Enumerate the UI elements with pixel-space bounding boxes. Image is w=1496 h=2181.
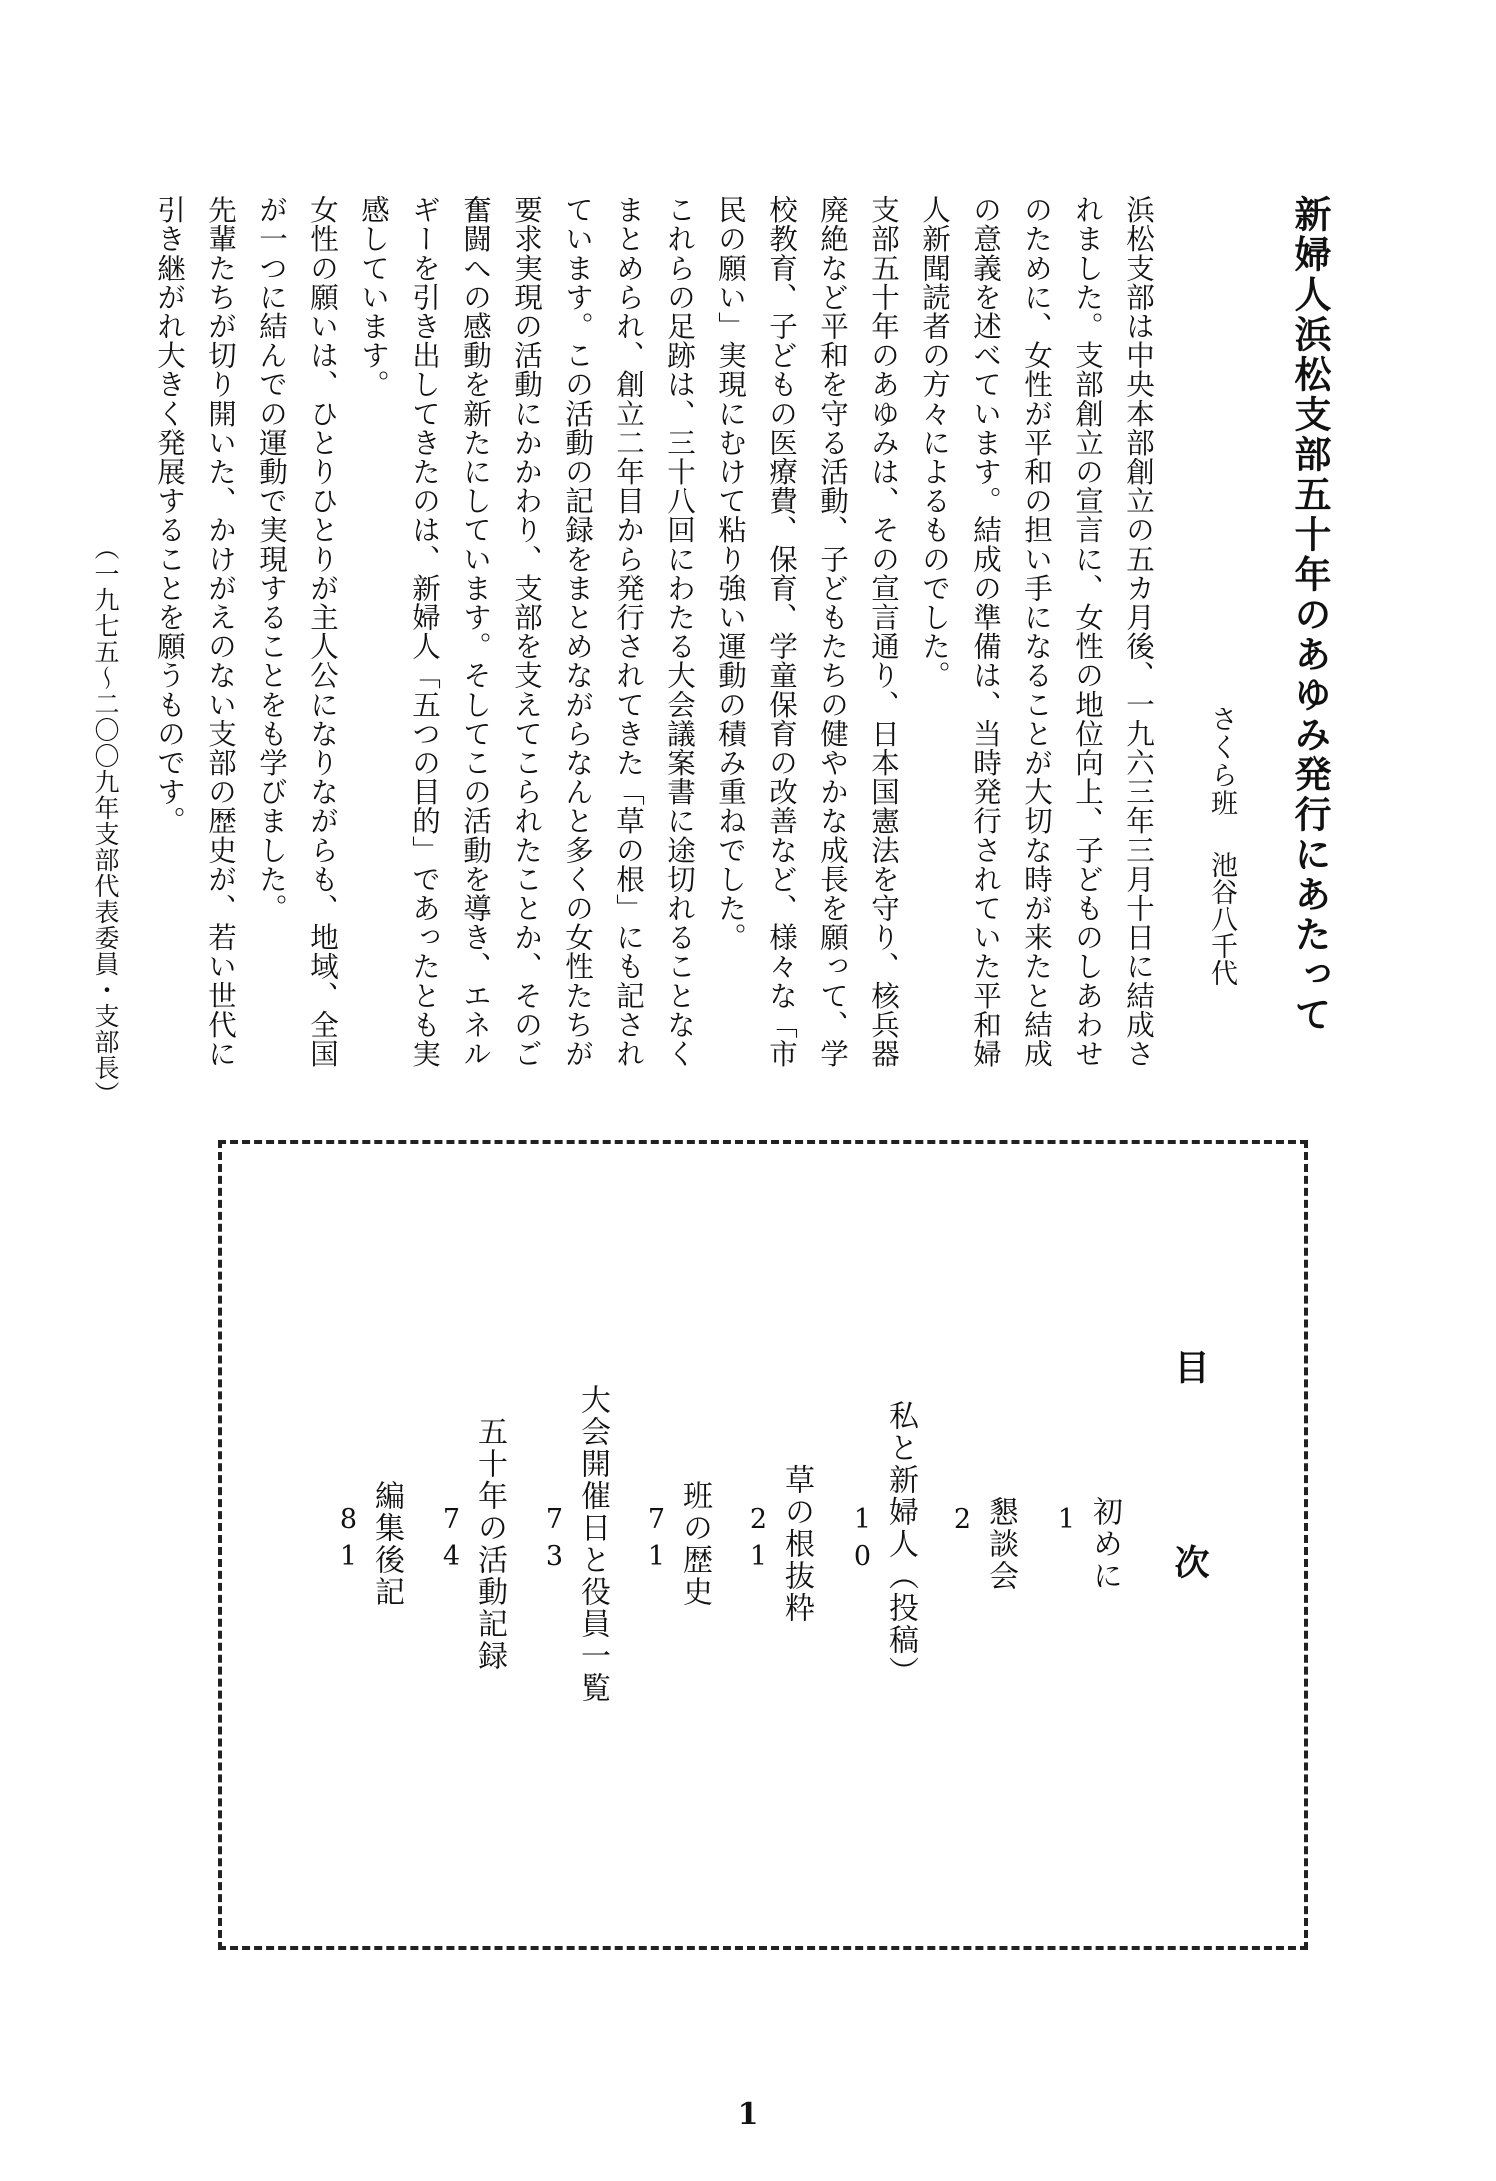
article-paragraph: 支部五十年のあゆみは、その宣言通り、日本国憲法を守り、核兵器廃絶など平和を守る活動、子どもたちの健やかな成長を願って、学校教育、子どもの医療費、保育、学童保育の改善など、様々な「市民の願い」実現にむけて粘り強い運動の積み重ねでした。 bbox=[714, 195, 900, 1068]
article-author bbox=[1208, 195, 1235, 1095]
author-name: 池谷八千代 bbox=[1206, 851, 1237, 986]
article-title: 新婦人浜松支部五十年のあゆみ発行にあたって bbox=[1288, 195, 1332, 1035]
toc-entry[interactable] bbox=[436, 1219, 511, 1869]
toc-entry[interactable] bbox=[947, 1219, 1022, 1869]
article-signoff: （一九七五～二〇〇九年支部代表委員・支部長） bbox=[91, 535, 120, 1107]
toc-entry-page: 1 bbox=[1051, 1504, 1082, 1541]
article-paragraph: 先輩たちが切り開いた、かけがえのない支部の歴史が、若い世代に引き継がれ大きく発展することを願うものです。 bbox=[153, 195, 237, 1068]
toc-entry[interactable] bbox=[743, 1219, 818, 1869]
table-of-contents bbox=[218, 1140, 1308, 1950]
toc-entry-label: 懇談会 bbox=[983, 1496, 1018, 1592]
toc-entry-label: 五十年の活動記録 bbox=[472, 1416, 507, 1672]
toc-entry[interactable] bbox=[333, 1219, 408, 1869]
toc-title: 目次 bbox=[1169, 1349, 1210, 1739]
toc-entry-label: 編集後記 bbox=[369, 1480, 404, 1608]
article-body bbox=[144, 195, 1164, 1095]
article bbox=[91, 195, 1332, 1107]
toc-entry-label: 草の根抜粋 bbox=[779, 1464, 814, 1624]
article-paragraph: これらの足跡は、三十八回にわたる大会議案書に途切れることなくまとめられ、創立二年目から発行されてきた「草の根」にも記されています。この活動の記録をまとめながらなんと多くの女性たちが要求実現の活動にかかわり、支部を支えてこられたことか、そのご奮闘への感動を新たにしています。そしてこの活動を導き、エネルギーを引き出してきたのは、新婦人「五つの目的」であったとも実感しています。 bbox=[357, 195, 696, 1068]
toc-entry-page: 71 bbox=[641, 1504, 672, 1578]
toc-entry[interactable] bbox=[847, 1219, 922, 1869]
toc-entry-label: 私と新婦人（投稿） bbox=[883, 1400, 918, 1688]
toc-entry-page: 2 bbox=[947, 1504, 978, 1541]
toc-entry-page: 21 bbox=[743, 1504, 774, 1578]
toc-entry-label: 班の歴史 bbox=[677, 1480, 712, 1608]
toc-entry-page: 73 bbox=[539, 1504, 570, 1578]
toc-entry-page: 74 bbox=[436, 1504, 467, 1578]
page-number: 1 bbox=[737, 2097, 759, 2132]
toc-entry-label: 初めに bbox=[1087, 1496, 1122, 1592]
toc-entry[interactable] bbox=[641, 1219, 716, 1869]
article-paragraph: 浜松支部は中央本部創立の五カ月後、一九六三年三月十日に結成されました。支部創立の宣言に、女性の地位向上、子どものしあわせのために、女性が平和の担い手になることが大切な時が来たと結成の意義を述べています。結成の準備は、当時発行されていた平和婦人新聞読者の方々によるものでした。 bbox=[918, 195, 1155, 1068]
toc-entry-page: 10 bbox=[847, 1504, 878, 1578]
toc-entry[interactable] bbox=[539, 1219, 614, 1869]
article-paragraph: 女性の願いは、ひとりひとりが主人公になりながらも、地域、全国が一つに結んでの運動で実現することをも学びました。 bbox=[255, 195, 339, 1068]
toc-entry-page: 81 bbox=[333, 1504, 364, 1578]
toc-entry-label: 大会開催日と役員一覧 bbox=[575, 1384, 610, 1704]
author-group: さくら班 bbox=[1206, 705, 1237, 817]
toc-entry[interactable] bbox=[1051, 1219, 1126, 1869]
